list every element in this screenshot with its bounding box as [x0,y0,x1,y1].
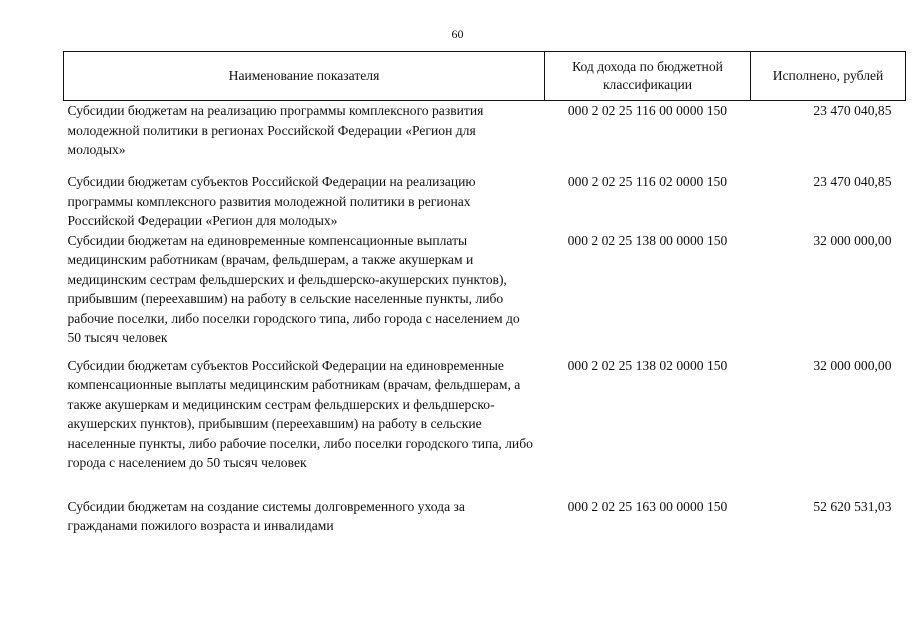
executed-amount: 23 470 040,85 [813,174,892,189]
table-row [64,497,906,542]
header-amount: Исполнено, рублей [751,52,906,101]
income-code: 000 2 02 25 138 02 0000 150 [567,357,728,373]
table-row [64,172,906,231]
header-row [64,52,906,101]
indicator-name: Субсидии бюджетам на единовременные компенсационные выплаты медицинским работникам (врачам, фельдшерам, а также акушеркам и медицинским сестрам фельдшерских и фельдшерско-акушерских пунктов), прибывшим (переехавшим) на работу в сельские населенные пункты, либо рабочие поселки, либо поселки городского типа, либо города с населением до 50 тысяч человек [67,232,520,345]
executed-amount: 23 470 040,85 [813,103,892,118]
executed-amount: 32 000 000,00 [813,357,892,373]
table-body [64,101,906,542]
table-row [64,356,906,497]
income-code: 000 2 02 25 116 00 0000 150 [567,103,728,118]
executed-amount: 52 620 531,03 [813,498,892,514]
indicator-name: Субсидии бюджетам субъектов Российской Федерации на реализацию программы комплексного развития молодежной политики в регионах Российской Федерации «Регион для молодых» [67,174,476,228]
income-table [63,51,906,542]
income-code: 000 2 02 25 138 00 0000 150 [567,232,728,248]
table-row [64,101,906,173]
income-code: 000 2 02 25 163 00 0000 150 [567,498,728,514]
page-number: 60 [451,27,464,41]
table-row [64,231,906,356]
indicator-name: Субсидии бюджетам на реализацию программы комплексного развития молодежной политики в регионах Российской Федерации «Регион для молодых» [67,103,484,157]
header-name: Наименование показателя [64,52,545,101]
income-code: 000 2 02 25 116 02 0000 150 [567,174,728,189]
table-header [64,52,906,101]
executed-amount: 32 000 000,00 [813,232,892,248]
header-code: Код дохода по бюджетной классификации [545,52,751,101]
indicator-name: Субсидии бюджетам на создание системы долговременного ухода за гражданами пожилого возраста и инвалидами [67,498,465,533]
indicator-name: Субсидии бюджетам субъектов Российской Федерации на единовременные компенсационные выплаты медицинским работникам (врачам, фельдшерам, а также акушеркам и медицинским сестрам фельдшерских и фельдшерско-акушерских пунктов), прибывшим (переехавшим) на работу в сельские населенные пункты, либо рабочие поселки, либо поселки городского типа, либо города с населением до 50 тысяч человек [67,357,533,470]
